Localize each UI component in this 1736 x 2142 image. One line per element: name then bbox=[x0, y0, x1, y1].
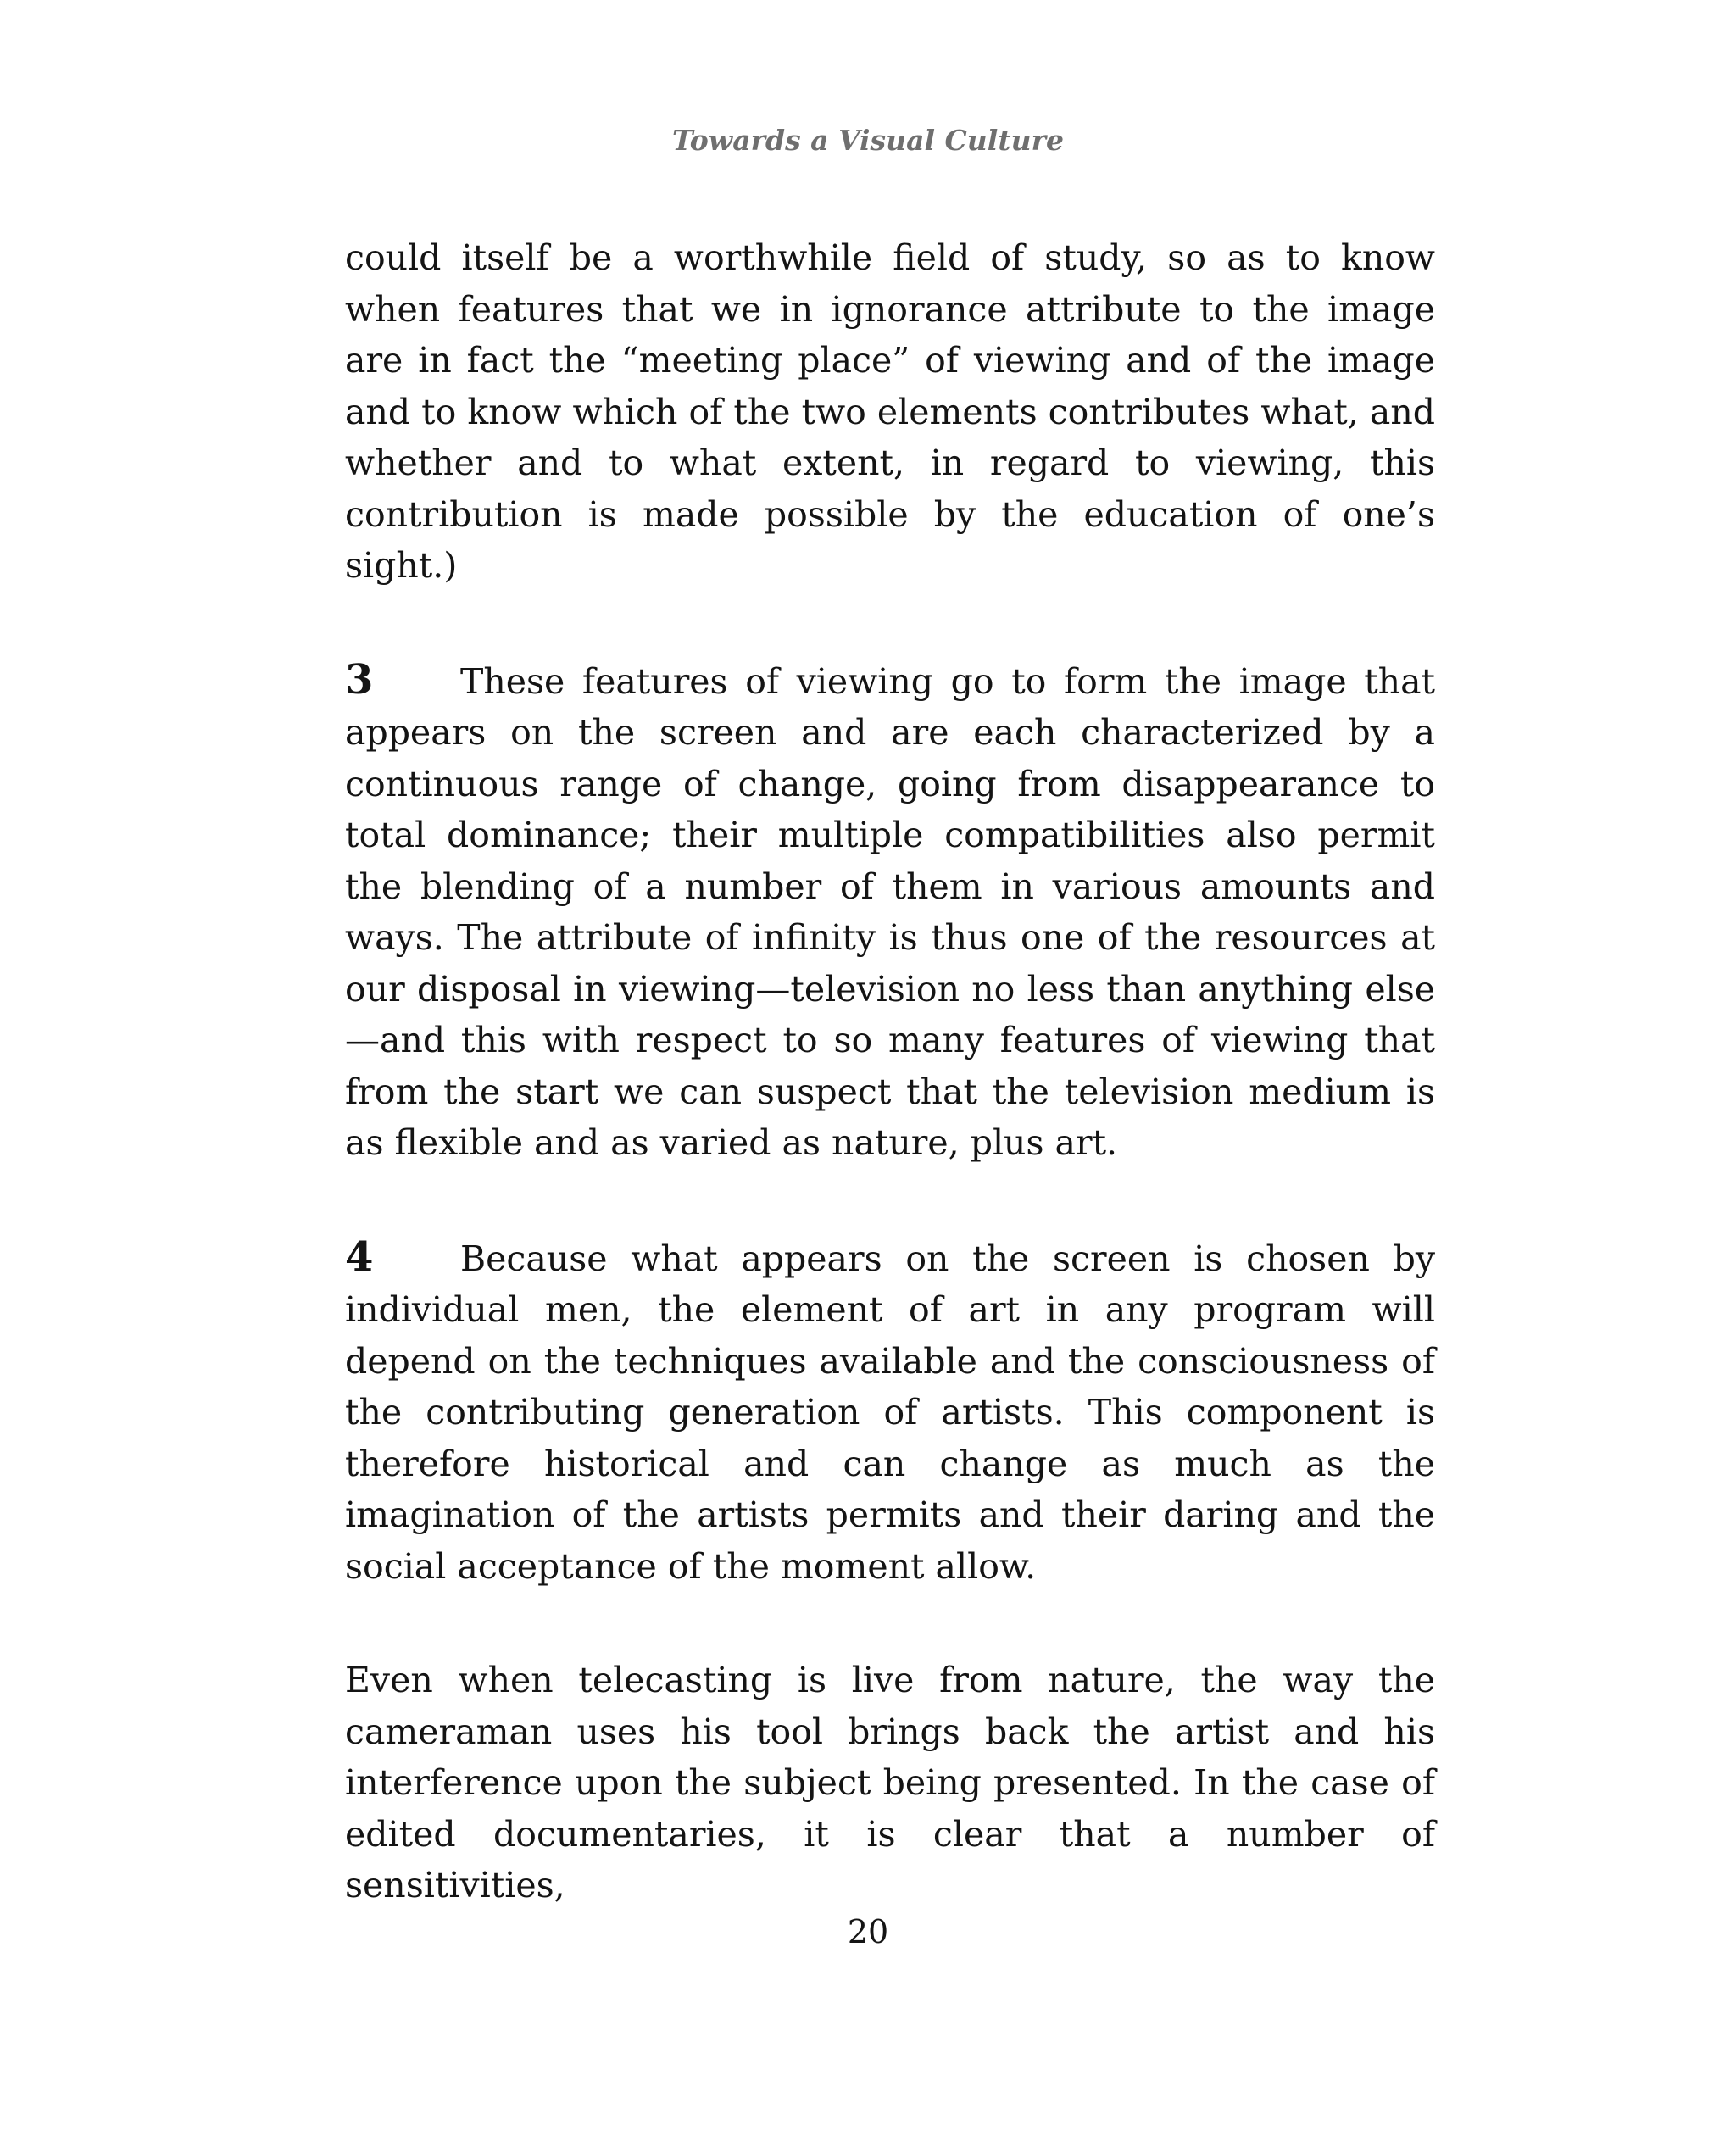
paragraph-text: Even when telecasting is live from nature, the way the cameraman uses his tool brings back the artist and his interference upon the subject being presented. In the case of edited documentaries, it is clear that a number of sensitivities, bbox=[345, 1660, 1435, 1906]
paragraph-number: 4 bbox=[345, 1232, 374, 1281]
paragraph-gap bbox=[345, 592, 1435, 654]
paragraph-gap bbox=[345, 1169, 1435, 1232]
paragraph-text: Because what appears on the screen is chosen by individual men, the element of art in any program will depend on the techniques available and the consciousness of the contributing generation of artists. This component is therefore historical and can change as much as the imagination of the artists permits and their daring and the social acceptance of the moment allow. bbox=[345, 1238, 1435, 1587]
paragraph bbox=[345, 1655, 1435, 1911]
page-body bbox=[345, 232, 1435, 1911]
paragraph-number: 3 bbox=[345, 655, 374, 704]
paragraph-text: could itself be a worthwhile field of study, so as to know when features that we in ignorance attribute to the image are in fact the “meeting place” of viewing and of the image and to know which of the two elements contributes what, and whether and to what extent, in regard to viewing, this contribution is made possible by the education of one’s sight.) bbox=[345, 237, 1435, 586]
page-number: 20 bbox=[847, 1913, 889, 1950]
numbered-paragraph bbox=[345, 654, 1435, 1169]
paragraph-gap bbox=[345, 1592, 1435, 1655]
numbered-paragraph bbox=[345, 1232, 1435, 1593]
running-header: Towards a Visual Culture bbox=[672, 124, 1064, 157]
paragraph-text: These features of viewing go to form the image that appears on the screen and are each characterized by a continuous range of change, going from disappearance to total dominance; their multiple compatibilities also permit the blending of a number of them in various amounts and ways. The attribute of infinity is thus one of the resources at our disposal in viewing—television no less than anything else—and this with respect to so many features of viewing that from the start we can suspect that the television medium is as flexible and as varied as nature, plus art. bbox=[345, 660, 1435, 1163]
paragraph-continuation bbox=[345, 232, 1435, 592]
